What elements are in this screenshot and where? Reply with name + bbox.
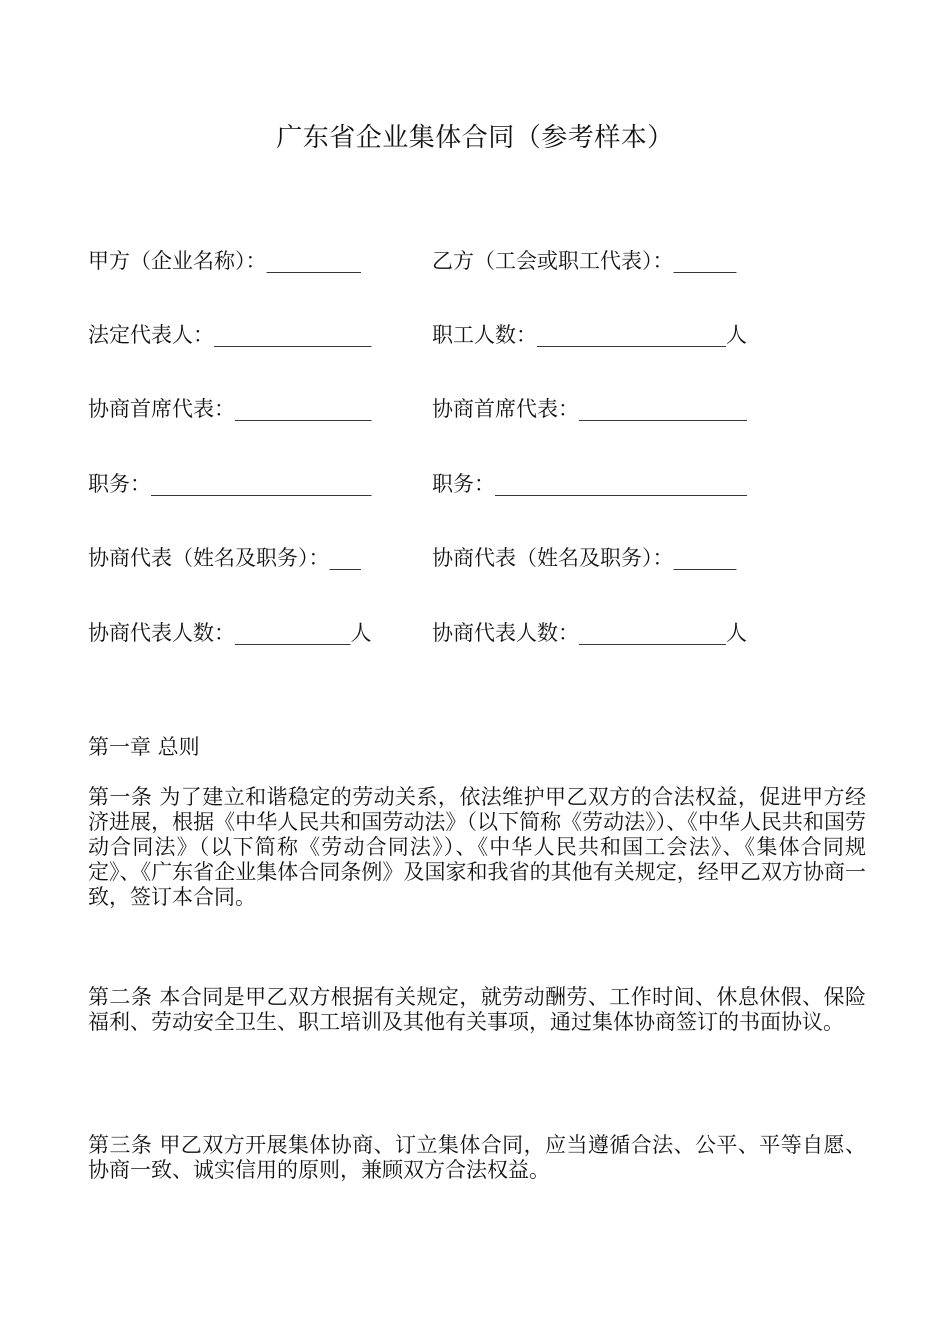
party-b-negotiator-count-field: 协商代表人数：______________人 xyxy=(432,621,747,645)
party-b-position-field: 职务：________________________ xyxy=(432,472,747,496)
chapter-heading: 第一章 总则 xyxy=(88,735,200,759)
article-2: 第二条 本合同是甲乙双方根据有关规定，就劳动酬劳、工作时间、休息休假、保险福利、劳动安全卫生、职工培训及其他有关事项，通过集体协商签订的书面协议。 xyxy=(88,985,866,1034)
party-b-negotiators-field: 协商代表（姓名及职务）：______ xyxy=(432,546,737,570)
party-b-name-field: 乙方（工会或职工代表）：______ xyxy=(432,249,737,273)
party-a-chief-negotiator-field: 协商首席代表：_____________ xyxy=(88,397,372,421)
article-3: 第三条 甲乙双方开展集体协商、订立集体合同，应当遵循合法、公平、平等自愿、协商一致、诚实信用的原则，兼顾双方合法权益。 xyxy=(88,1133,866,1182)
employee-count-field: 职工人数：__________________人 xyxy=(432,323,747,347)
document-title: 广东省企业集体合同（参考样本） xyxy=(276,123,674,153)
party-a-position-field: 职务：_____________________ xyxy=(88,472,372,496)
party-a-negotiators-field: 协商代表（姓名及职务）：___ xyxy=(88,546,361,570)
party-a-negotiator-count-field: 协商代表人数：___________人 xyxy=(88,621,372,645)
party-b-chief-negotiator-field: 协商首席代表：________________ xyxy=(432,397,747,421)
party-a-name-field: 甲方（企业名称）：_________ xyxy=(88,249,361,273)
article-1: 第一条 为了建立和谐稳定的劳动关系，依法维护甲乙双方的合法权益，促进甲方经济进展，根据《中华人民共和国劳动法》（以下简称《劳动法》）、《中华人民共和国劳动合同法》（以下简称《劳动合同法》）、《中华人民共和国工会法》、《集体合同规定》、《广东省企业集体合同条例》及国家和我省的其他有关规定，经甲乙双方协商一致，签订本合同。 xyxy=(88,785,866,909)
legal-representative-field: 法定代表人：_______________ xyxy=(88,323,372,347)
